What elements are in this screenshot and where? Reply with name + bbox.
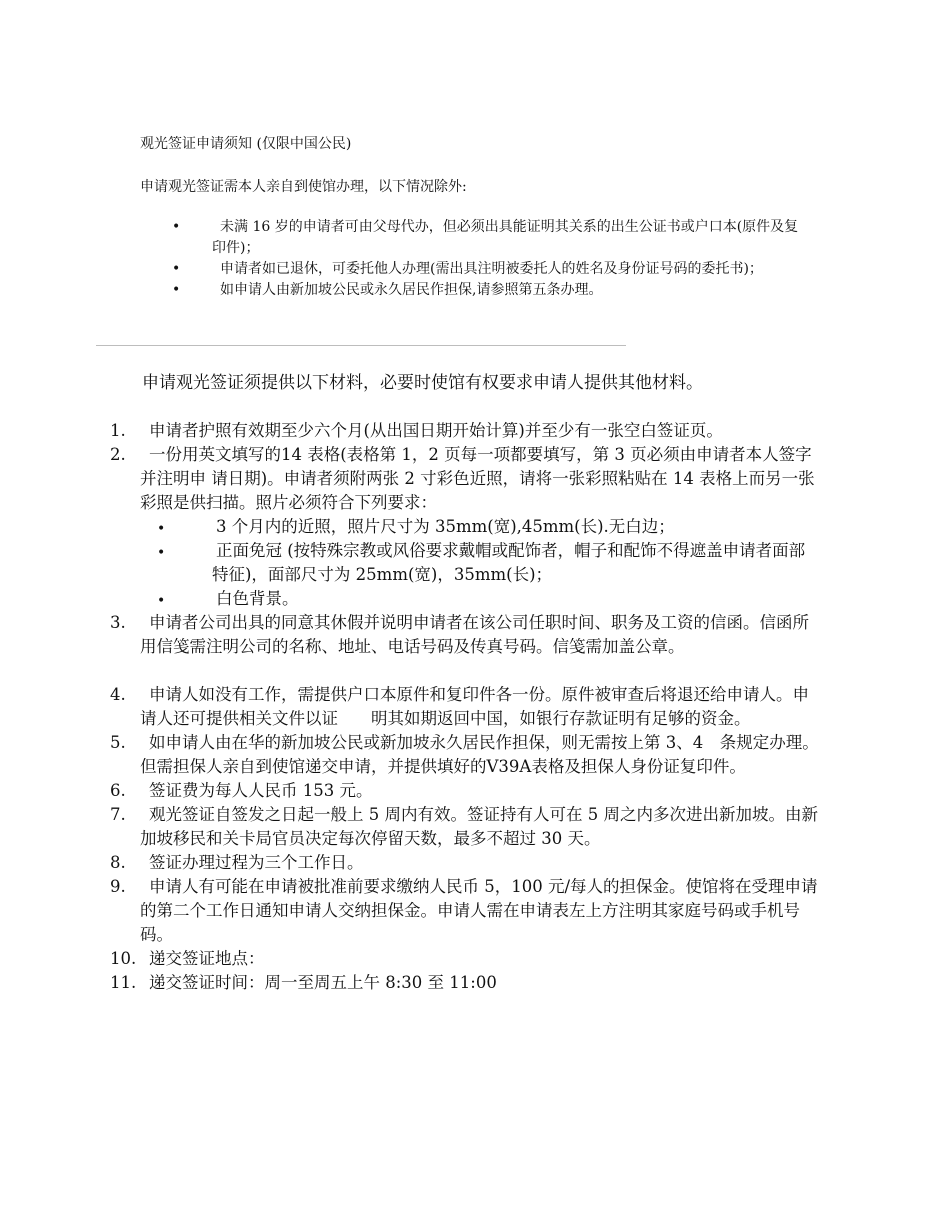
item-text: 递交签证地点： [149, 949, 265, 968]
item-text: 申请者公司出具的同意其休假并说明申请者在该公司任职时间、职务及工资的信函。信函所用信笺需注明公司的名称、地址、电话号码及传真号码。信笺需加盖公章。 [140, 613, 809, 656]
item-number: 10. [110, 949, 137, 968]
list-item [110, 851, 820, 875]
intro-text: 申请观光签证需本人亲自到使馆办理，以下情况除外: [140, 179, 467, 195]
bullet-icon: • [172, 219, 181, 235]
item-number: 1. [110, 421, 126, 440]
item-number: 8. [110, 853, 126, 872]
horizontal-divider [96, 345, 626, 346]
list-item [110, 971, 820, 995]
item-text: 申请人如没有工作，需提供户口本原件和复印件各一份。原件被审查后将退还给申请人。申请人还可提供相关文件以证 明其如期返回中国，如银行存款证明有足够的资金。 [140, 685, 809, 728]
list-item [140, 539, 820, 587]
item-number: 7. [110, 805, 126, 824]
list-item [110, 731, 820, 779]
item-text: 申请者护照有效期至少六个月(从出国日期开始计算)并至少有一张空白签证页。 [149, 421, 723, 440]
item-text: 签证费为每人人民币 153 元。 [149, 781, 373, 800]
list-item [140, 587, 820, 611]
item-text: 递交签证时间：周一至周五上午 8:30 至 11:00 [149, 973, 497, 992]
item-text: 一份用英文填写的14 表格(表格第 1，2 页每一项都要填写，第 3 页必须由申请者本人签字并注明申 请日期)。申请者须附两张 2 寸彩色近照，请将一张彩照粘贴在 14 表格上而另一张彩照是供扫描。照片必须符合下列要求： [140, 445, 815, 512]
requirements-list [110, 419, 820, 995]
document-title: 观光签证申请须知 (仅限中国公民) [140, 136, 352, 152]
bullet-icon: • [172, 282, 181, 298]
requirements-intro: 申请观光签证须提供以下材料，必要时使馆有权要求申请人提供其他材料。 [142, 373, 703, 393]
item-number: 2. [110, 445, 126, 464]
item-number: 9. [110, 877, 126, 896]
list-item [110, 683, 820, 731]
list-item [140, 515, 820, 539]
exception-text: 如申请人由新加坡公民或永久居民作担保,请参照第五条办理。 [220, 282, 603, 298]
exception-text: 未满 16 岁的申请者可由父母代办，但必须出具能证明其关系的出生公证书或户口本(原件及复印件)； [212, 219, 799, 256]
item-number: 3. [110, 613, 126, 632]
bullet-icon: • [172, 261, 181, 277]
bullet-icon: • [157, 521, 166, 537]
list-item [110, 419, 820, 443]
list-item [110, 875, 820, 947]
item-text: 申请人有可能在申请被批准前要求缴纳人民币 5，100 元/每人的担保金。使馆将在受理申请的第二个工作日通知申请人交纳担保金。申请人需在申请表左上方注明其家庭号码或手机号码。 [140, 877, 818, 944]
item-number: 4. [110, 685, 126, 704]
list-item [110, 611, 820, 659]
list-item [110, 803, 820, 851]
exception-text: 申请者如已退休，可委托他人办理(需出具注明被委托人的姓名及身份证号码的委托书)； [220, 261, 763, 277]
list-item [110, 779, 820, 803]
list-item [150, 280, 810, 301]
photo-requirement-text: 正面免冠 (按特殊宗教或风俗要求戴帽或配饰者，帽子和配饰不得遮盖申请者面部特征)，面部尺寸为 25mm(宽)，35mm(长)； [212, 541, 806, 584]
item-text: 观光签证自签发之日起一般上 5 周内有效。签证持有人可在 5 周之内多次进出新加坡。由新加坡移民和关卡局官员决定每次停留天数，最多不超过 30 天。 [140, 805, 818, 848]
photo-requirement-text: 3 个月内的近照，照片尺寸为 35mm(宽),45mm(长).无白边； [216, 517, 675, 536]
list-item [150, 259, 810, 280]
list-item [150, 217, 810, 259]
exceptions-list [150, 217, 810, 301]
list-item [110, 443, 820, 611]
item-text: 如申请人由在华的新加坡公民或新加坡永久居民作担保，则无需按上第 3、4 条规定办理。但需担保人亲自到使馆递交申请，并提供填好的V39A表格及担保人身份证复印件。 [140, 733, 819, 776]
photo-requirements-list [140, 515, 820, 611]
item-text: 签证办理过程为三个工作日。 [149, 853, 364, 872]
item-number: 5. [110, 733, 126, 752]
item-number: 6. [110, 781, 126, 800]
list-item [110, 947, 820, 971]
photo-requirement-text: 白色背景。 [216, 589, 299, 608]
item-number: 11. [110, 973, 137, 992]
bullet-icon: • [157, 545, 166, 561]
bullet-icon: • [157, 593, 166, 609]
